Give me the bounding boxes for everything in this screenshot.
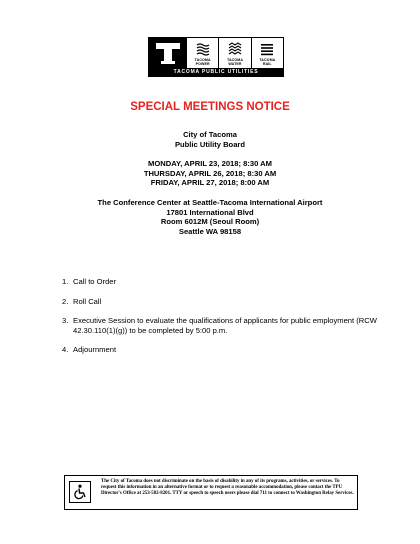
agenda-item: [62, 316, 392, 335]
agenda-list: [62, 277, 392, 365]
rail-icon: [260, 42, 274, 56]
meeting-date: THURSDAY, APRIL 26, 2018; 8:30 AM: [143, 168, 277, 178]
agenda-text: Executive Session to evaluate the qualifications of applicants for public employment (RCW 42.30.110(1)(g)) to be completed by 5:00 p.m.: [73, 316, 377, 335]
logo-unit-label: TACOMA WATER: [226, 58, 244, 66]
agenda-text: Adjournment: [73, 345, 117, 355]
organization-block: [0, 130, 420, 149]
logo-band-text: TACOMA PUBLIC UTILITIES: [149, 68, 283, 76]
city-name: City of Tacoma: [183, 130, 237, 139]
agenda-item: [62, 345, 392, 355]
wheelchair-icon: [69, 481, 91, 503]
accessibility-notice: [64, 475, 358, 510]
water-icon: [228, 42, 242, 56]
venue-city: Seattle WA 98158: [178, 226, 242, 236]
meeting-date: MONDAY, APRIL 23, 2018; 8:30 AM: [148, 159, 272, 168]
logo-unit-water: [218, 38, 250, 68]
meeting-location: [0, 198, 420, 236]
agenda-number: 1.: [62, 277, 69, 286]
t-letter-icon: [155, 41, 181, 65]
agenda-number: 2.: [62, 296, 69, 306]
logo-unit-label: TACOMA RAIL: [259, 58, 276, 66]
venue-street: 17801 International Blvd: [166, 207, 254, 217]
agenda-number: 4.: [62, 345, 69, 355]
agenda-number: 3.: [62, 316, 69, 326]
board-name: Public Utility Board: [174, 139, 246, 149]
power-icon: [196, 42, 210, 56]
agenda-text: Call to Order: [73, 277, 117, 286]
agenda-text: Roll Call: [73, 296, 102, 306]
venue-name: The Conference Center at Seattle-Tacoma International Airport: [97, 198, 323, 207]
logo-unit-rail: [251, 38, 283, 68]
notice-title: SPECIAL MEETINGS NOTICE: [130, 101, 290, 113]
accessibility-text: The City of Tacoma does not discriminate on the basis of disability in any of its programs, activities, or services. To request this information in an alternative format or to request a reasonable accommodation, please contact the TPU Director's Office at 253-502-8201. TTY or speech to speech users please dial 711 to connect to Washington Relay Services.: [101, 479, 354, 497]
tacoma-public-utilities-logo: [148, 37, 284, 77]
meeting-dates: [0, 159, 420, 188]
agenda-item: [62, 297, 392, 307]
logo-unit-power: [186, 38, 218, 68]
logo-units: [186, 38, 283, 68]
venue-room: Room 6012M (Seoul Room): [160, 217, 260, 227]
logo-letter-block: [149, 38, 186, 68]
agenda-item: [62, 277, 392, 287]
logo-unit-label: TACOMA POWER: [194, 58, 211, 66]
meeting-date: FRIDAY, APRIL 27, 2018; 8:00 AM: [150, 178, 270, 188]
